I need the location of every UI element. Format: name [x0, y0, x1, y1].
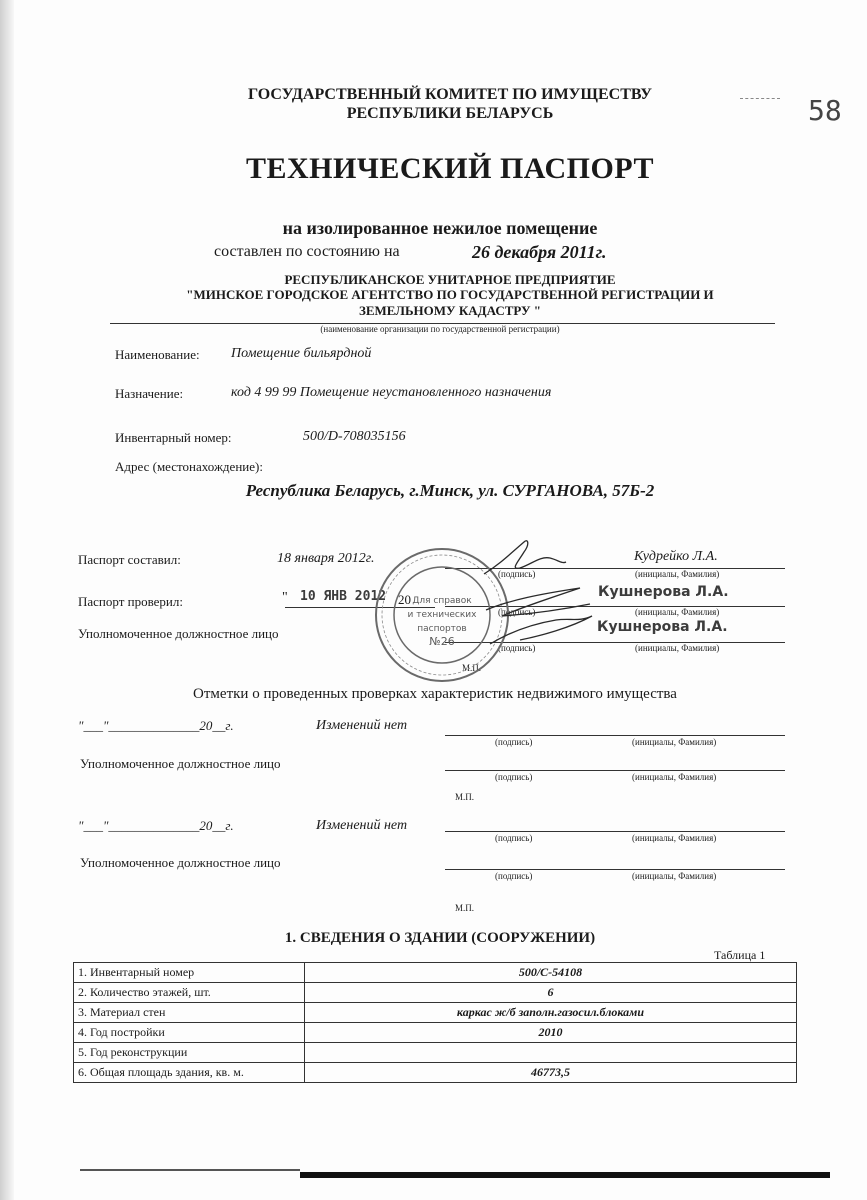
signature-checked: [480, 580, 600, 650]
table-row: [74, 1003, 797, 1023]
compiled-initials-caption: (инициалы, Фамилия): [635, 569, 720, 579]
svg-text:и технических: и технических: [407, 610, 477, 620]
check2-no-changes: Изменений нет: [316, 818, 408, 833]
check1-mp: М.П.: [455, 792, 475, 802]
document-title: ТЕХНИЧЕСКИЙ ПАСПОРТ: [245, 152, 654, 185]
svg-text:№26: №26: [429, 635, 455, 648]
checked-initials-caption: (инициалы, Фамилия): [635, 607, 720, 617]
address-label: Адрес (местонахождение):: [115, 459, 263, 474]
table-row: [74, 983, 797, 1003]
check1-initials-caption: (инициалы, Фамилия): [632, 737, 717, 747]
purpose-label: Назначение:: [115, 386, 184, 401]
check2-date: "___"______________20__г.: [78, 818, 234, 833]
committee-line-1: ГОСУДАРСТВЕННЫЙ КОМИТЕТ ПО ИМУЩЕСТВУ: [247, 86, 652, 103]
compiled-by-label: Паспорт составил:: [78, 552, 181, 567]
row-label: 2. Количество этажей, шт.: [74, 983, 305, 1003]
check1-line-a: [445, 735, 785, 736]
compiled-label: составлен по состоянию на: [214, 243, 400, 260]
inventory-value: 500/D-708035156: [303, 429, 406, 444]
row-value: 46773,5: [305, 1063, 797, 1083]
checked-year: 20: [398, 592, 411, 607]
row-value: 500/C-54108: [305, 963, 797, 983]
top-right-mark: [740, 98, 780, 99]
row-label: 5. Год реконструкции: [74, 1043, 305, 1063]
check1-sig-caption: (подпись): [495, 737, 533, 747]
compiled-sig-caption: (подпись): [498, 569, 536, 579]
check1-sig-caption-b: (подпись): [495, 772, 533, 782]
row-label: 3. Материал стен: [74, 1003, 305, 1023]
address-value: Республика Беларусь, г.Минск, ул. СУРГАНОВА, 57Б-2: [245, 481, 655, 500]
purpose-value: код 4 99 99 Помещение неустановленного назначения: [231, 385, 552, 400]
scan-bottom-line: [80, 1169, 300, 1171]
checked-quote: ": [282, 590, 288, 605]
row-label: 1. Инвентарный номер: [74, 963, 305, 983]
table-row: [74, 1063, 797, 1083]
check2-sig-caption: (подпись): [495, 833, 533, 843]
name-value: Помещение бильярдной: [231, 346, 372, 361]
org-line-3: ЗЕМЕЛЬНОМУ КАДАСТРУ ": [358, 303, 542, 318]
check1-date: "___"______________20__г.: [78, 718, 234, 733]
building-info-table: [73, 962, 797, 1083]
row-value: каркас ж/б заполн.газосил.блоками: [305, 1003, 797, 1023]
compiled-date: 26 декабря 2011г.: [472, 242, 607, 262]
check2-initials-caption: (инициалы, Фамилия): [632, 833, 717, 843]
name-label: Наименование:: [115, 347, 200, 362]
scan-bottom-bar: [300, 1172, 830, 1178]
row-value: [305, 1043, 797, 1063]
check1-no-changes: Изменений нет: [316, 718, 408, 733]
org-caption: (наименование организации по государственной регистрации): [320, 324, 560, 334]
table-row: [74, 1023, 797, 1043]
official-sig-caption: (подпись): [498, 643, 536, 653]
check1-line-b: [445, 770, 785, 771]
compiled-by-date: 18 января 2012г.: [277, 551, 375, 566]
check2-mp: М.П.: [455, 903, 475, 913]
check2-line-a: [445, 831, 785, 832]
check2-initials-caption-b: (инициалы, Фамилия): [632, 871, 717, 881]
org-line-1: РЕСПУБЛИКАНСКОЕ УНИТАРНОЕ ПРЕДПРИЯТИЕ: [284, 272, 616, 287]
official-name-stamp: Кушнерова Л.А.: [597, 619, 728, 635]
check2-official-label: Уполномоченное должностное лицо: [80, 855, 281, 870]
svg-text:Для справок: Для справок: [412, 596, 472, 606]
svg-text:паспортов: паспортов: [417, 624, 467, 634]
scan-shadow-edge: [0, 0, 14, 1200]
check1-official-label: Уполномоченное должностное лицо: [80, 756, 281, 771]
checked-sig-caption: (подпись): [498, 607, 536, 617]
compiled-by-name: Кудрейко Л.А.: [634, 549, 718, 564]
page-number: 58: [808, 94, 842, 127]
committee-line-2: РЕСПУБЛИКИ БЕЛАРУСЬ: [346, 105, 554, 122]
row-value: 2010: [305, 1023, 797, 1043]
check1-initials-caption-b: (инициалы, Фамилия): [632, 772, 717, 782]
table-label: Таблица 1: [714, 948, 766, 962]
checks-heading: Отметки о проведенных проверках характеристик недвижимого имущества: [193, 686, 677, 702]
table-row: [74, 963, 797, 983]
org-line-2: "МИНСКОЕ ГОРОДСКОЕ АГЕНТСТВО ПО ГОСУДАРСТВЕННОЙ РЕГИСТРАЦИИ И: [186, 287, 714, 302]
row-label: 4. Год постройки: [74, 1023, 305, 1043]
inventory-label: Инвентарный номер:: [115, 430, 232, 445]
check2-sig-caption-b: (подпись): [495, 871, 533, 881]
row-label: 6. Общая площадь здания, кв. м.: [74, 1063, 305, 1083]
official-initials-caption: (инициалы, Фамилия): [635, 643, 720, 653]
document-subtitle: на изолированное нежилое помещение: [282, 218, 598, 238]
mp-mark-1: М.П.: [462, 663, 482, 673]
row-value: 6: [305, 983, 797, 1003]
check2-line-b: [445, 869, 785, 870]
checked-by-label: Паспорт проверил:: [78, 594, 183, 609]
checked-by-name-stamp: Кушнерова Л.А.: [598, 584, 729, 600]
signature-compiled: [480, 534, 570, 580]
section1-heading: 1. СВЕДЕНИЯ О ЗДАНИИ (СООРУЖЕНИИ): [284, 930, 596, 946]
checked-date-stamp: 10 ЯНВ 2012: [300, 589, 387, 604]
table-row: [74, 1043, 797, 1063]
official-label: Уполномоченное должностное лицо: [78, 626, 279, 641]
